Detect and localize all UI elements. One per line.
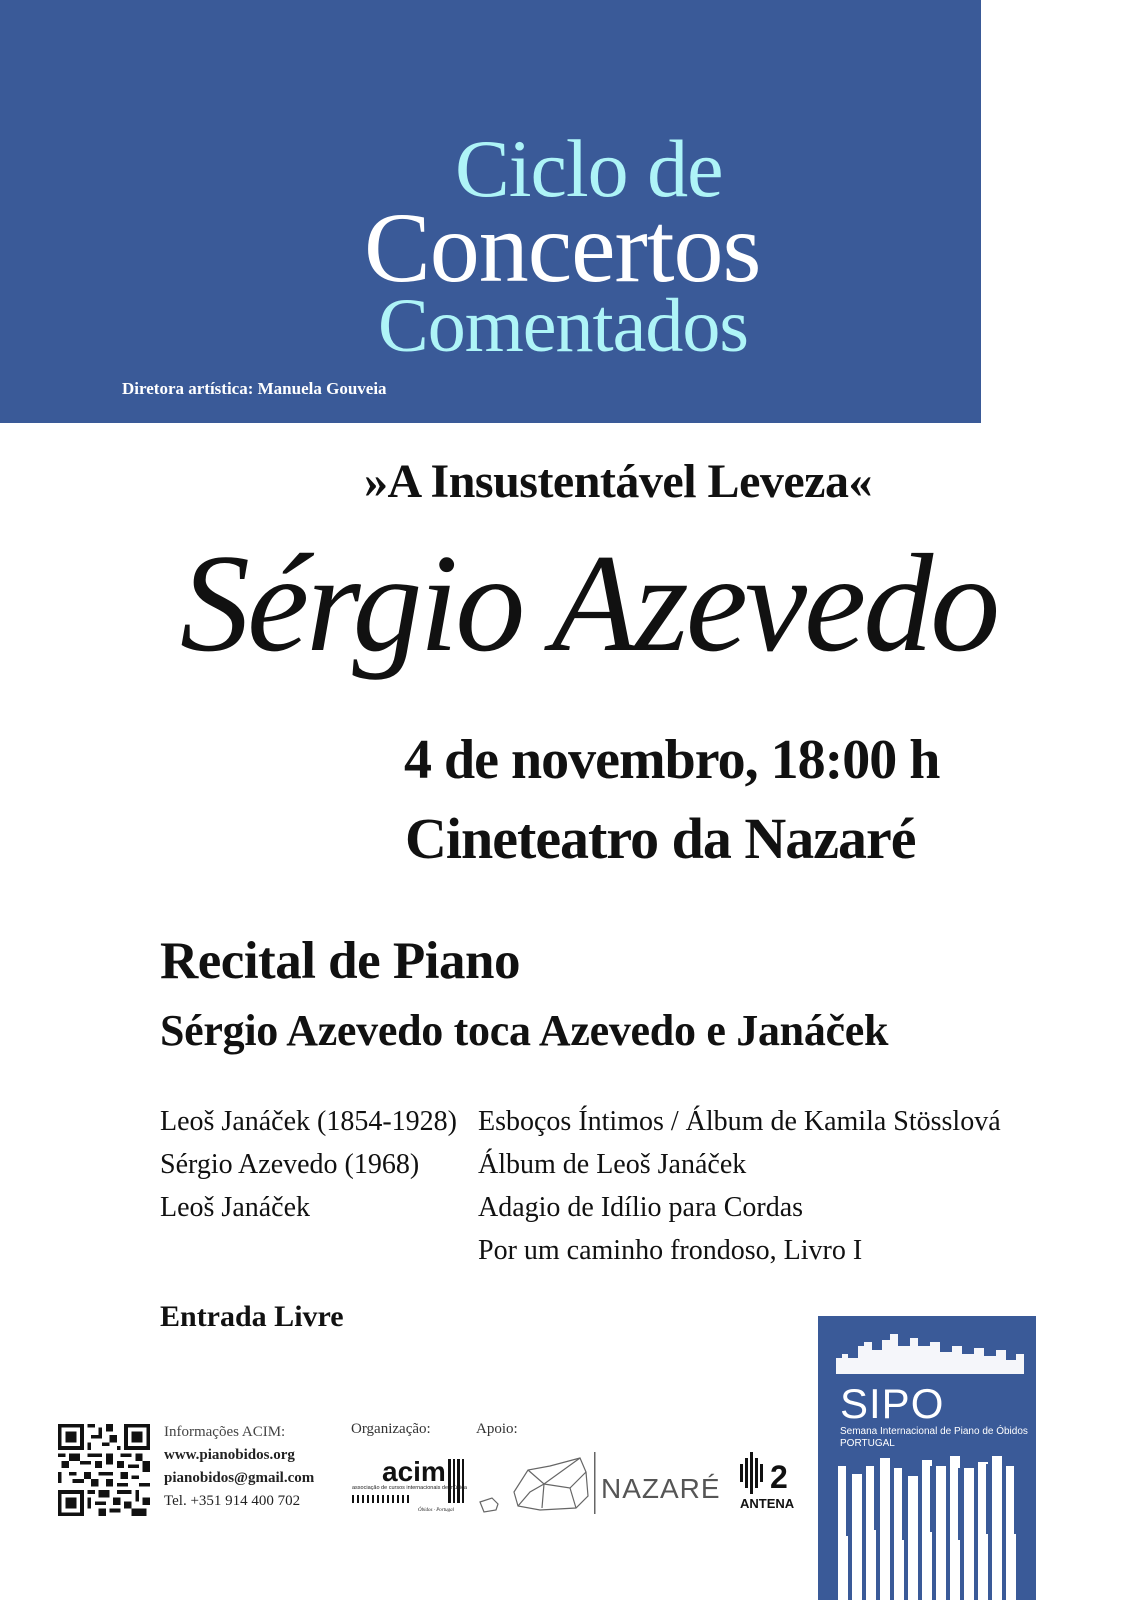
- acim-logo-place: Óbidos · Portugal: [418, 1508, 454, 1513]
- entry-note: Entrada Livre: [160, 1300, 344, 1333]
- phone-number: Tel. +351 914 400 702: [164, 1493, 301, 1509]
- program-work: Adagio de Idílio para Cordas: [478, 1192, 804, 1223]
- header-banner: [0, 0, 981, 423]
- acim-logo-caption: associação de cursos internacionais de música: [352, 1485, 467, 1491]
- support-label: Apoio:: [476, 1421, 518, 1437]
- program-composer: Leoš Janáček: [160, 1192, 311, 1223]
- antena-number: 2: [770, 1459, 788, 1495]
- website-link[interactable]: www.pianobidos.org: [164, 1447, 295, 1463]
- concert-subtitle: »A Insustentável Leveza«: [364, 455, 872, 508]
- sipo-title: SIPO: [840, 1380, 945, 1427]
- program-work: Por um caminho frondoso, Livro I: [478, 1235, 863, 1266]
- artistic-director: Diretora artística: Manuela Gouveia: [122, 379, 387, 398]
- organization-label: Organização:: [351, 1421, 431, 1437]
- antena-2-logo: [738, 1450, 806, 1512]
- series-title-line2: Concertos: [364, 192, 761, 303]
- contact-info: [164, 1421, 314, 1513]
- program-work: Álbum de Leoš Janáček: [478, 1149, 747, 1180]
- acim-logo: [352, 1453, 470, 1515]
- event-date: 4 de novembro, 18:00 h: [404, 729, 940, 791]
- qr-code-icon[interactable]: [58, 1424, 150, 1516]
- series-title-line1: Ciclo de: [455, 123, 723, 214]
- antena-text: ANTENA: [740, 1496, 795, 1511]
- sipo-subtitle-line2: PORTUGAL: [840, 1438, 895, 1449]
- nazare-logo-text: NAZARÉ: [601, 1473, 721, 1504]
- series-title-line3: Comentados: [378, 284, 748, 368]
- recital-title: Recital de Piano: [160, 932, 520, 990]
- program-work: Esboços Íntimos / Álbum de Kamila Stösslová: [478, 1106, 1001, 1137]
- artist-name: Sérgio Azevedo: [180, 526, 998, 681]
- info-label: Informações ACIM:: [164, 1424, 286, 1440]
- email-link[interactable]: pianobidos@gmail.com: [164, 1470, 315, 1486]
- event-venue: Cineteatro da Nazaré: [405, 806, 916, 871]
- program-composer: Sérgio Azevedo (1968): [160, 1149, 420, 1180]
- sipo-subtitle: [840, 1426, 1036, 1450]
- castle-piano-graphic: [818, 1316, 1036, 1600]
- acim-logo-text: acim: [382, 1456, 446, 1487]
- program-composer: Leoš Janáček (1854-1928): [160, 1106, 458, 1137]
- recital-subtitle: Sérgio Azevedo toca Azevedo e Janáček: [160, 1006, 889, 1055]
- nazare-logo: [478, 1448, 723, 1518]
- sipo-subtitle-line1: Semana Internacional de Piano de Óbidos: [840, 1426, 1028, 1437]
- sipo-logo: [818, 1316, 1036, 1600]
